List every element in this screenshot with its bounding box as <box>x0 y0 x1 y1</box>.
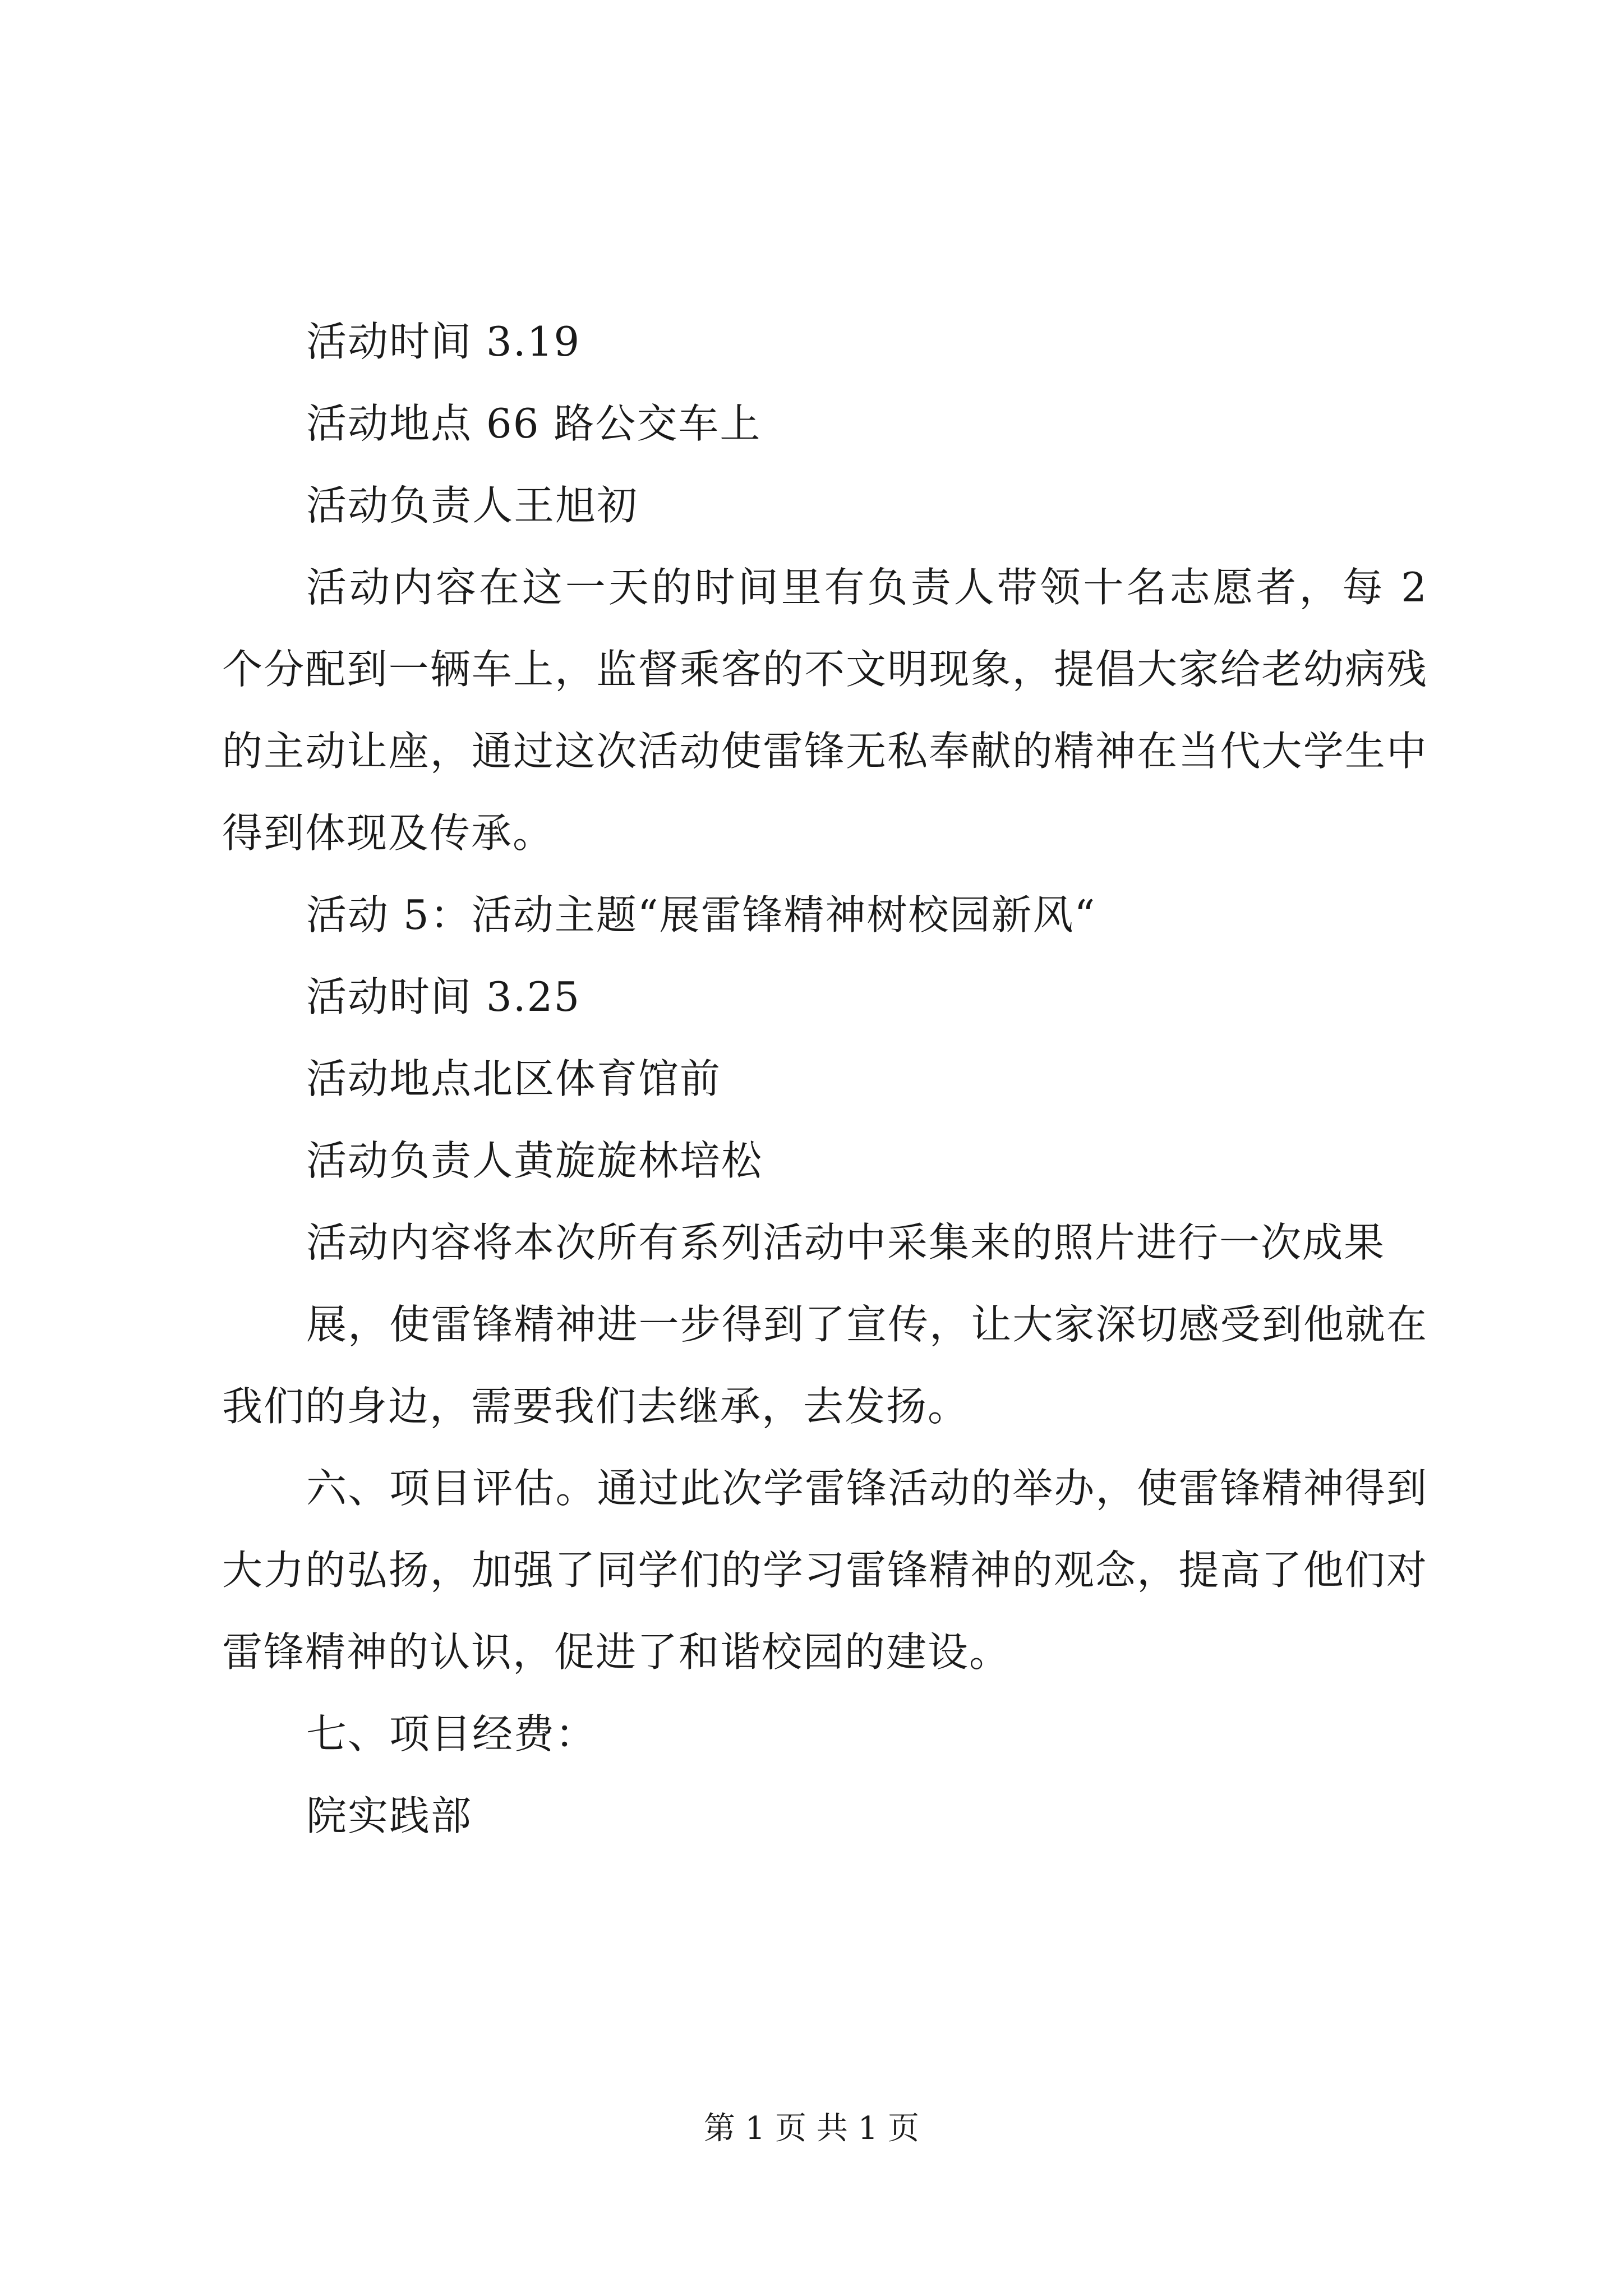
paragraph-activity-5-theme: 活动 5：活动主题“展雷锋精神树校园新风“ <box>306 891 1096 938</box>
paragraph-activity-leader-1: 活动负责人王旭初 <box>306 482 639 529</box>
paragraph-department: 院实践部 <box>306 1792 473 1839</box>
paragraph-activity-time-5: 活动时间 3.25 <box>306 973 581 1020</box>
paragraph-activity-content-5: 活动内容将本次所有系列活动中采集来的照片进行一次成果 <box>306 1219 1386 1266</box>
paragraph-project-evaluation: 六、项目评估。通过此次学雷锋活动的举办，使雷锋精神得到大力的弘扬，加强了同学们的学习雷锋精神的观念，提高了他们对雷锋精神的认识，促进了和谐校园的建设。 <box>222 1465 1428 1676</box>
paragraph-activity-location-1: 活动地点 66 路公交车上 <box>306 400 762 447</box>
paragraph-activity-content-5-cont: 展，使雷锋精神进一步得到了宣传，让大家深切感受到他就在我们的身边，需要我们去继承，去发扬。 <box>222 1301 1428 1430</box>
page-number-footer: 第 1 页 共 1 页 <box>703 2110 920 2147</box>
paragraph-activity-content-1: 活动内容在这一天的时间里有负责人带领十名志愿者，每 2 个分配到一辆车上，监督乘客的不文明现象，提倡大家给老幼病残的主动让座，通过这次活动使雷锋无私奉献的精神在当代大学生中得到体现及传承。 <box>222 564 1428 857</box>
document-body <box>222 301 1428 1857</box>
paragraph-activity-time-1: 活动时间 3.19 <box>306 318 581 365</box>
paragraph-activity-location-5: 活动地点北区体育馆前 <box>306 1055 722 1102</box>
paragraph-project-budget: 七、项目经费： <box>306 1710 597 1757</box>
paragraph-activity-leader-5: 活动负责人黄旋旋林培松 <box>306 1137 763 1184</box>
